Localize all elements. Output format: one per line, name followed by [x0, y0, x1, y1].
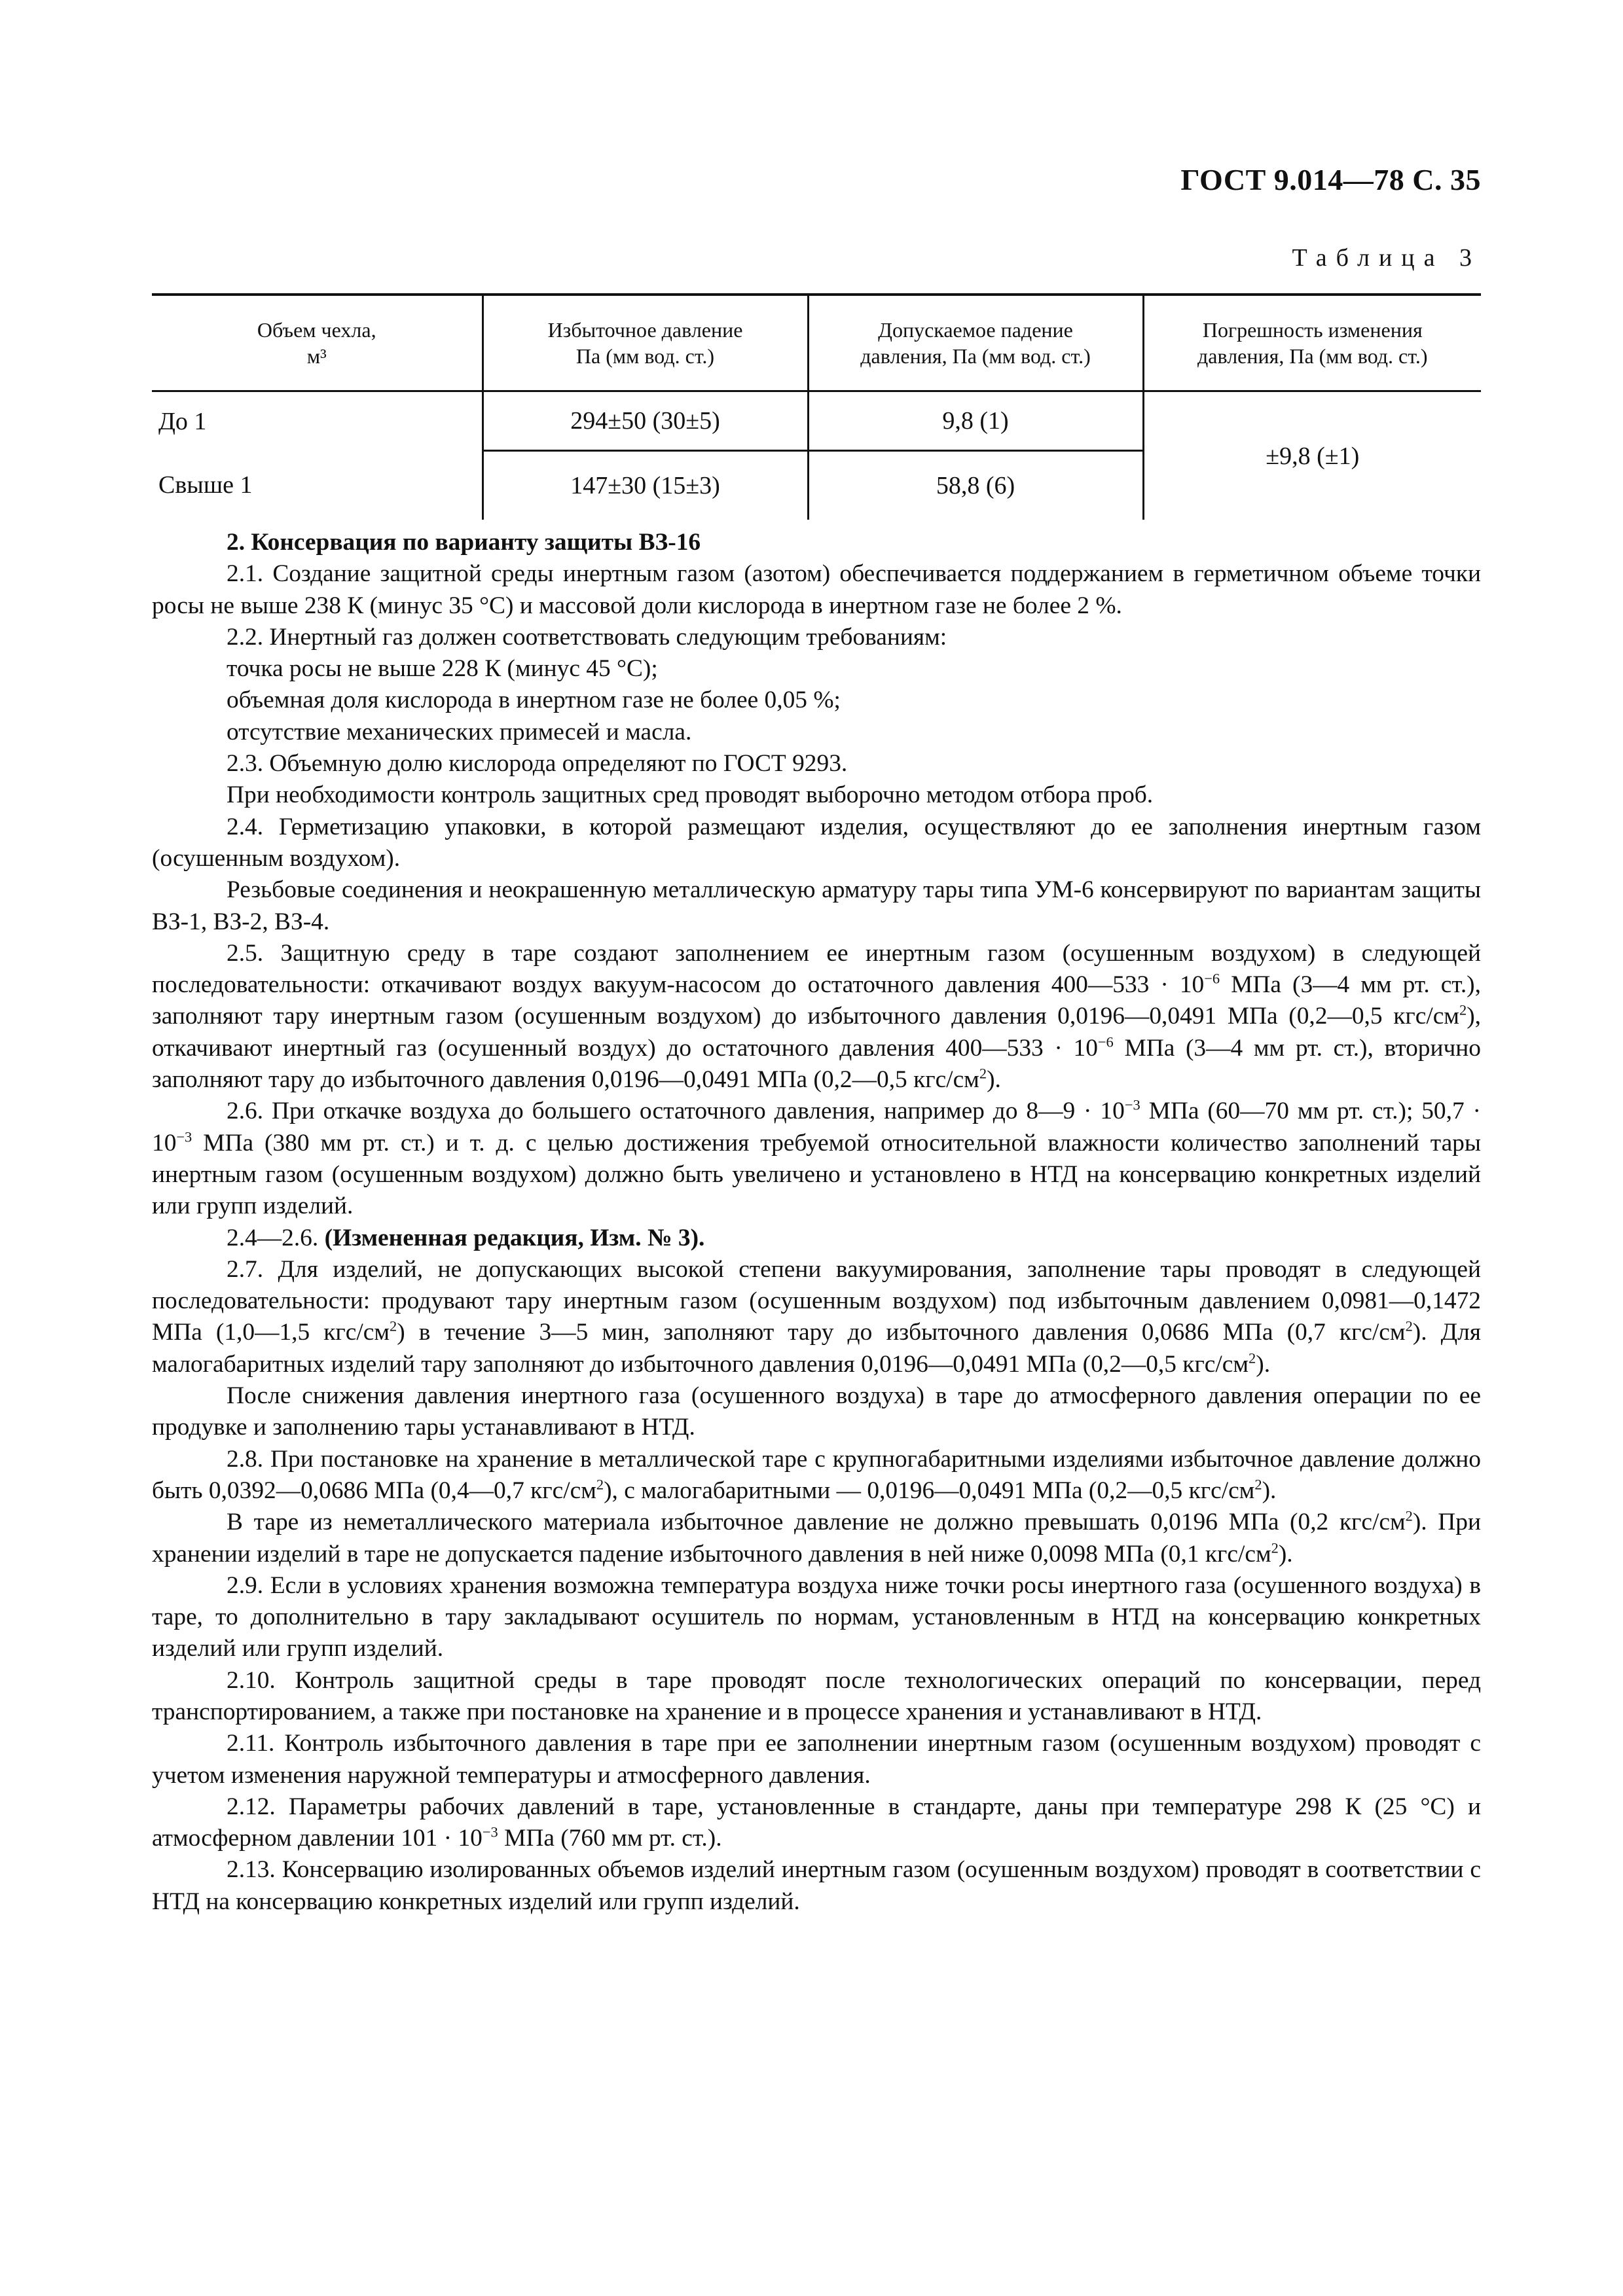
column-header-volume: Объем чехла, м³ — [257, 318, 376, 368]
paragraph-2-4-threads: Резьбовые соединения и неокрашенную металлическую арматуру тары типа УМ-6 консервируют по вариантам защиты ВЗ-1, ВЗ-2, ВЗ-4. — [152, 876, 1481, 935]
paragraph-2-7-after: После снижения давления инертного газа (осушенного воздуха) в таре до атмосферного давления операции по ее продувке и заполнению тары устанавливают в НТД. — [152, 1382, 1481, 1441]
paragraph-2-8-nonmetal: В таре из неметаллического материала избыточное давление не должно превышать 0,0196 МПа (0,2 кгс/$см^2$). При хранении изделий в таре не допускается падение избыточного давления в ней ниже 0,0098 МПа (0,1 кгс/$см^2$). — [152, 1507, 1481, 1568]
page-header: ГОСТ 9.014—78 С. 35 — [1180, 163, 1481, 196]
paragraph-2-4: 2.4. Герметизацию упаковки, в которой размещают изделия, осуществляют до ее заполнения инертным газом (осушенным воздухом). — [152, 813, 1481, 872]
paragraph-2-5: 2.5. Защитную среду в таре создают заполнением ее инертным газом (осушенным воздухом) в следующей последовательности: откачивают воздух вакуум-насосом до остаточного давления 400—533 · $10^{-6}$ МПа (3—4 мм рт. ст.), заполняют тару инертным газом (осушенным воздухом) до избыточного давления 0,0196—0,0491 МПа (0,2—0,5 кгс/$см^2$), откачивают инертный газ (осушенный воздух) до остаточного давления 400—533 · $10^{-6}$ МПа (3—4 мм рт. ст.), вторично заполняют тару до избыточного давления 0,0196—0,0491 МПа (0,2—0,5 кгс/$см^2$). — [152, 939, 1481, 1094]
cell-volume: До 1 — [158, 407, 207, 435]
amendment-note: 2.4—2.6. (Измененная редакция, Изм. № 3). — [227, 1224, 705, 1251]
paragraph-2-12: 2.12. Параметры рабочих давлений в таре, установленные в стандарте, даны при температуре 298 К (25 °С) и атмосферном давлении $101 \cdot 10^{-3}$ МПа (760 мм рт. ст.). — [152, 1793, 1481, 1852]
paragraph-2-10: 2.10. Контроль защитной среды в таре проводят после технологических операций по консервации, перед транспортированием, а также при постановке на хранение и в процессе хранения и устанавливают в НТД. — [152, 1666, 1481, 1725]
document-body — [152, 527, 1481, 1918]
cell-drop: 58,8 (6) — [808, 451, 1143, 520]
table-row — [152, 391, 1481, 451]
cell-pressure: 294±50 (30±5) — [483, 391, 808, 451]
column-header-drop: Допускаемое падение давления, Па (мм вод. ст.) — [808, 295, 1143, 391]
table-caption: Таблица 3 — [1292, 244, 1481, 272]
column-header-pressure: Избыточное давление Па (мм вод. ст.) — [483, 295, 808, 391]
cell-drop: 9,8 (1) — [808, 391, 1143, 451]
list-item: объемная доля кислорода в инертном газе не более 0,05 %; — [227, 687, 841, 714]
section-title: 2. Консервация по варианту защиты ВЗ-16 — [227, 529, 701, 556]
paragraph-2-1: 2.1. Создание защитной среды инертным газом (азотом) обеспечивается поддержанием в герметичном объеме точки росы не выше 238 К (минус 35 °С) и массовой доли кислорода в инертном газе не более 2 %. — [152, 560, 1481, 619]
paragraph-2-9: 2.9. Если в условиях хранения возможна температура воздуха ниже точки росы инертного газа (осушенного воздуха) в таре, то дополнительно в тару закладывают осушитель по нормам, установленным в НТД на консервацию конкретных изделий или групп изделий. — [152, 1571, 1481, 1662]
paragraph-2-3: 2.3. Объемную долю кислорода определяют по ГОСТ 9293. — [227, 750, 848, 778]
cell-pressure: 147±30 (15±3) — [483, 451, 808, 520]
cell-error-merged: ±9,8 (±1) — [1143, 391, 1481, 520]
paragraph-2-3-sampling: При необходимости контроль защитных сред проводят выборочно методом отбора проб. — [227, 781, 1154, 809]
list-item: точка росы не выше 228 К (минус 45 °С); — [227, 655, 658, 683]
paragraph-2-8: 2.8. При постановке на хранение в металлической таре с крупногабаритными изделиями избыточное давление должно быть 0,0392—0,0686 МПа (0,4—0,7 кгс/$см^2$), с малогабаритными — 0,0196—0,0491 МПа (0,2—0,5 кгс/$см^2$). — [152, 1445, 1481, 1504]
paragraph-2-13: 2.13. Консервацию изолированных объемов изделий инертным газом (осушенным воздухом) проводят в соответствии с НТД на консервацию конкретных изделий или групп изделий. — [152, 1856, 1481, 1915]
paragraph-2-11: 2.11. Контроль избыточного давления в таре при ее заполнении инертным газом (осушенным воздухом) проводят с учетом изменения наружной температуры и атмосферного давления. — [152, 1730, 1481, 1789]
cell-volume: Свыше 1 — [158, 471, 253, 499]
paragraph-2-7: 2.7. Для изделий, не допускающих высокой степени вакуумирования, заполнение тары проводят в следующей последовательности: продувают тару инертным газом (осушенным воздухом) под избыточным давлением 0,0981—0,1472 МПа (1,0—1,5 кгс/$см^2$) в течение 3—5 мин, заполняют тару до избыточного давления 0,0686 МПа (0,7 кгс/$см^2$). Для малогабаритных изделий тару заполняют до избыточного давления 0,0196—0,0491 МПа (0,2—0,5 кгс/$см^2$). — [152, 1255, 1481, 1378]
paragraph-2-6: 2.6. При откачке воздуха до большего остаточного давления, например до 8—9 · $10^{-3}$ МПа (60—70 мм рт. ст.); $50,7 \cdot 10^{-3}$ МПа (380 мм рт. ст.) и т. д. с целью достижения требуемой относительной влажности количество заполнений тары инертным газом (осушенным воздухом) должно быть увеличено и установлено в НТД на консервацию конкретных изделий или групп изделий. — [152, 1096, 1482, 1220]
data-table — [152, 293, 1481, 520]
table-header-row — [152, 295, 1481, 391]
paragraph-2-2: 2.2. Инертный газ должен соответствовать следующим требованиям: — [227, 623, 947, 651]
column-header-error: Погрешность изменения давления, Па (мм вод. ст.) — [1143, 295, 1481, 391]
list-item: отсутствие механических примесей и масла. — [227, 718, 692, 745]
